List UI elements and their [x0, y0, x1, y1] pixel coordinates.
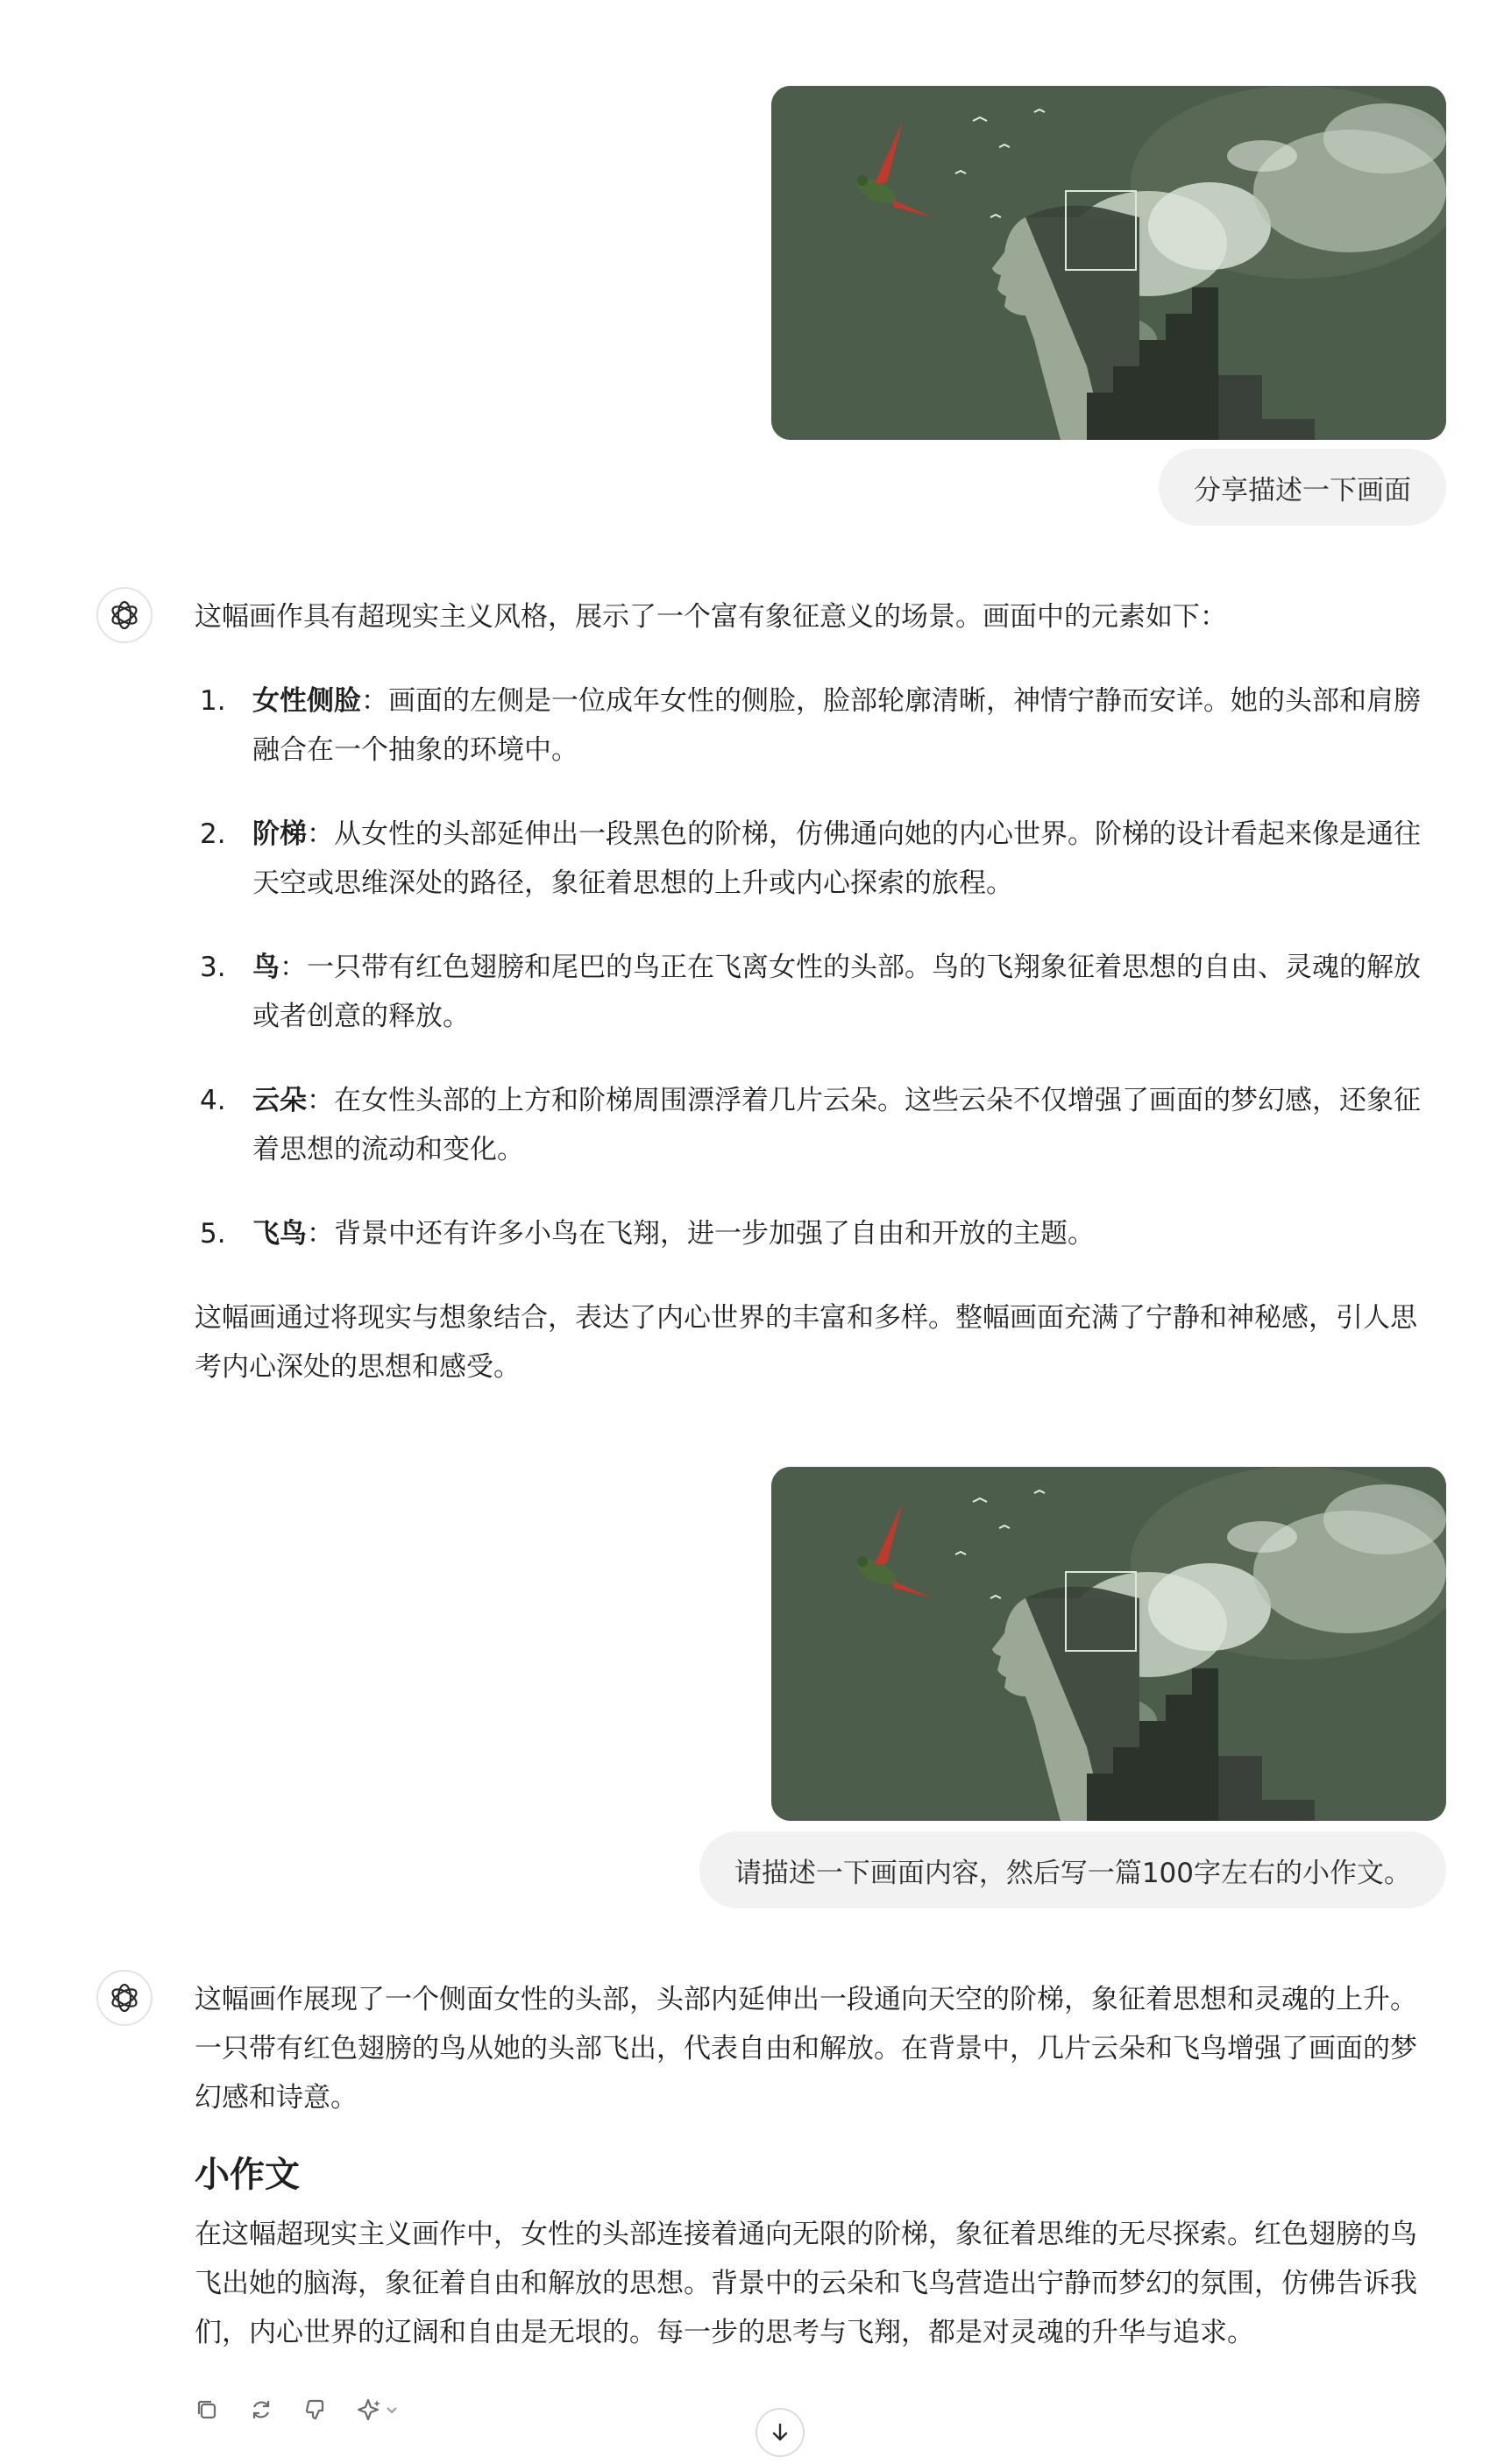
- assistant-message-1: [195, 592, 1432, 1391]
- assistant-description: 这幅画作展现了一个侧面女性的头部，头部内延伸出一段通向天空的阶梯，象征着思想和灵魂的上升。一只带有红色翅膀的鸟从她的头部飞出，代表自由和解放。在背景中，几片云朵和飞鸟增强了画面的梦幻感和诗意。: [195, 1984, 1417, 2114]
- arrow-down-icon: [768, 2420, 792, 2445]
- list-number: 3.: [200, 952, 226, 983]
- list-number: 2.: [200, 818, 226, 850]
- regenerate-button[interactable]: [245, 2394, 277, 2425]
- sparkle-icon: [356, 2397, 401, 2423]
- artwork-thumbnail: [771, 1467, 1446, 1821]
- uploaded-image[interactable]: [771, 1467, 1446, 1821]
- list-item-text: ：一只带有红色翅膀和尾巴的鸟正在飞离女性的头部。鸟的飞翔象征着思想的自由、灵魂的解放或者创意的释放。: [252, 952, 1421, 1032]
- list-number: 5.: [200, 1218, 226, 1250]
- assistant-avatar: [96, 587, 153, 643]
- list-item-title: 阶梯: [252, 818, 307, 850]
- essay-heading: 小作文: [195, 2155, 300, 2195]
- list-item-text: ：在女性头部的上方和阶梯周围漂浮着几片云朵。这些云朵不仅增强了画面的梦幻感，还象征着思想的流动和变化。: [252, 1085, 1421, 1165]
- model-switch-button[interactable]: [354, 2394, 403, 2425]
- copy-icon: [194, 2397, 220, 2423]
- openai-logo-icon: [107, 1980, 142, 2015]
- scroll-to-bottom-button[interactable]: [756, 2408, 805, 2457]
- list-item-title: 云朵: [252, 1085, 307, 1116]
- thumbs-down-icon: [302, 2397, 329, 2423]
- thumbs-down-button[interactable]: [300, 2394, 331, 2425]
- list-number: 1.: [200, 685, 226, 717]
- list-item: [195, 1076, 1432, 1174]
- uploaded-image[interactable]: [771, 86, 1446, 440]
- list-item-text: ：画面的左侧是一位成年女性的侧脸，脸部轮廓清晰，神情宁静而安详。她的头部和肩膀融合在一个抽象的环境中。: [252, 685, 1421, 766]
- user-message-1: 分享描述一下画面: [1159, 449, 1446, 526]
- openai-logo-icon: [107, 598, 142, 633]
- copy-button[interactable]: [191, 2394, 223, 2425]
- list-number: 4.: [200, 1085, 226, 1116]
- regenerate-icon: [248, 2397, 274, 2423]
- list-item-text: ：背景中还有许多小鸟在飞翔，进一步加强了自由和开放的主题。: [307, 1218, 1095, 1250]
- list-item-title: 女性侧脸: [252, 685, 361, 717]
- artwork-thumbnail: [771, 86, 1446, 440]
- list-item: [195, 676, 1432, 775]
- list-item: [195, 1209, 1432, 1258]
- list-item: [195, 943, 1432, 1041]
- user-message-2: 请描述一下画面内容，然后写一篇100字左右的小作文。: [699, 1831, 1446, 1908]
- assistant-avatar: [96, 1970, 153, 2026]
- message-actions: [191, 2394, 403, 2425]
- list-item-title: 鸟: [252, 952, 280, 983]
- essay-text: 在这幅超现实主义画作中，女性的头部连接着通向无限的阶梯，象征着思维的无尽探索。红色翅膀的鸟飞出她的脑海，象征着自由和解放的思想。背景中的云朵和飞鸟营造出宁静而梦幻的氛围，仿佛告诉我们，内心世界的辽阔和自由是无垠的。每一步的思考与飞翔，都是对灵魂的升华与追求。: [195, 2219, 1417, 2348]
- list-item-title: 飞鸟: [252, 1218, 307, 1250]
- assistant-message-2: [195, 1975, 1432, 2357]
- list-item-text: ：从女性的头部延伸出一段黑色的阶梯，仿佛通向她的内心世界。阶梯的设计看起来像是通往天空或思维深处的路径，象征着思想的上升或内心探索的旅程。: [252, 818, 1421, 899]
- assistant-intro: 这幅画作具有超现实主义风格，展示了一个富有象征意义的场景。画面中的元素如下：: [195, 601, 1227, 633]
- assistant-summary: 这幅画通过将现实与想象结合，表达了内心世界的丰富和多样。整幅画面充满了宁静和神秘感，引人思考内心深处的思想和感受。: [195, 1302, 1417, 1383]
- element-list: [195, 676, 1432, 1258]
- list-item: [195, 810, 1432, 908]
